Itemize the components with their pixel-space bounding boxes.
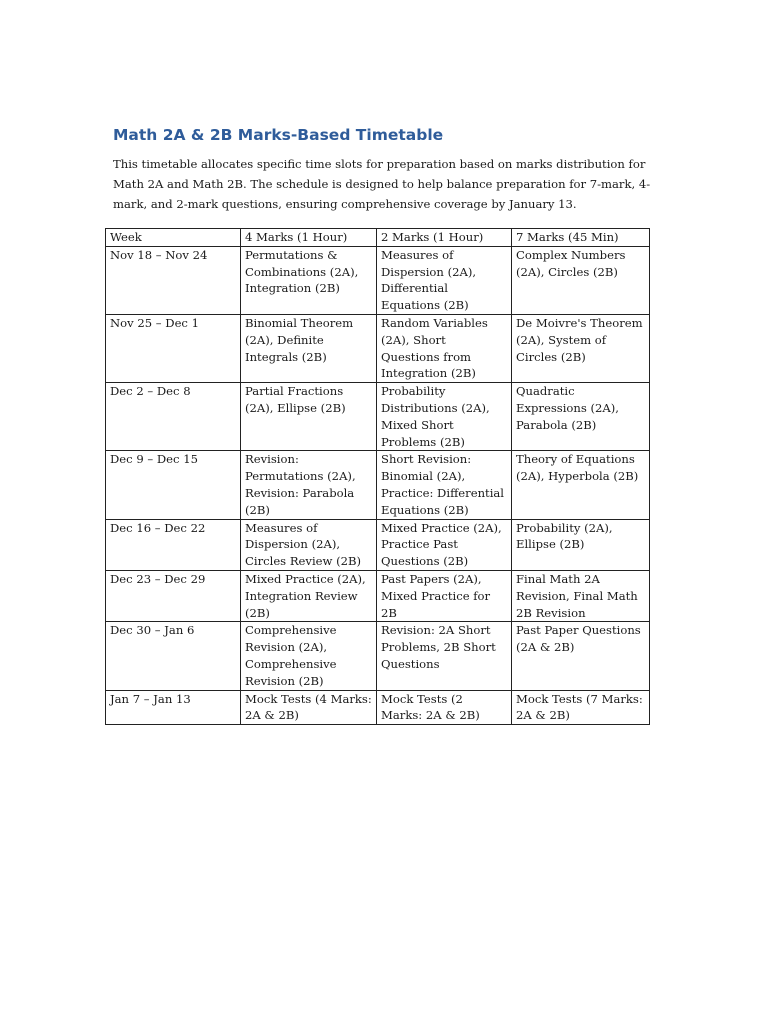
seven-marks-cell: Final Math 2A Revision, Final Math 2B Revision: [512, 570, 650, 621]
timetable-table: [105, 228, 650, 725]
table-row: [106, 690, 650, 725]
two-marks-cell: Past Papers (2A), Mixed Practice for 2B: [377, 570, 512, 621]
seven-marks-cell: De Moivre's Theorem (2A), System of Circles (2B): [512, 314, 650, 382]
week-cell: Dec 30 – Jan 6: [106, 622, 241, 690]
four-marks-cell: Partial Fractions (2A), Ellipse (2B): [241, 383, 377, 451]
four-marks-cell: Permutations & Combinations (2A), Integration (2B): [241, 246, 377, 314]
two-marks-cell: Mock Tests (2 Marks: 2A & 2B): [377, 690, 512, 725]
header-week: Week: [106, 229, 241, 247]
table-row: [106, 246, 650, 314]
two-marks-cell: Mixed Practice (2A), Practice Past Questions (2B): [377, 519, 512, 570]
seven-marks-cell: Theory of Equations (2A), Hyperbola (2B): [512, 451, 650, 519]
week-cell: Nov 25 – Dec 1: [106, 314, 241, 382]
seven-marks-cell: Mock Tests (7 Marks: 2A & 2B): [512, 690, 650, 725]
two-marks-cell: Measures of Dispersion (2A), Differential Equations (2B): [377, 246, 512, 314]
four-marks-cell: Mixed Practice (2A), Integration Review (2B): [241, 570, 377, 621]
four-marks-cell: Revision: Permutations (2A), Revision: Parabola (2B): [241, 451, 377, 519]
header-4-marks: 4 Marks (1 Hour): [241, 229, 377, 247]
two-marks-cell: Short Revision: Binomial (2A), Practice: Differential Equations (2B): [377, 451, 512, 519]
table-row: [106, 622, 650, 690]
week-cell: Dec 2 – Dec 8: [106, 383, 241, 451]
document-page: [110, 124, 658, 725]
four-marks-cell: Binomial Theorem (2A), Definite Integrals (2B): [241, 314, 377, 382]
table-row: [106, 314, 650, 382]
week-cell: Nov 18 – Nov 24: [106, 246, 241, 314]
table-row: [106, 519, 650, 570]
header-2-marks: 2 Marks (1 Hour): [377, 229, 512, 247]
week-cell: Dec 16 – Dec 22: [106, 519, 241, 570]
header-7-marks: 7 Marks (45 Min): [512, 229, 650, 247]
seven-marks-cell: Quadratic Expressions (2A), Parabola (2B): [512, 383, 650, 451]
four-marks-cell: Mock Tests (4 Marks: 2A & 2B): [241, 690, 377, 725]
two-marks-cell: Revision: 2A Short Problems, 2B Short Questions: [377, 622, 512, 690]
document-title: Math 2A & 2B Marks-Based Timetable: [113, 126, 444, 144]
four-marks-cell: Comprehensive Revision (2A), Comprehensive Revision (2B): [241, 622, 377, 690]
intro-paragraph: This timetable allocates specific time slots for preparation based on marks distribution for Math 2A and Math 2B. The schedule is designed to help balance preparation for 7-mark, 4-mark, and 2-mark questions, ensuring comprehensive coverage by January 13.: [113, 157, 651, 211]
seven-marks-cell: Complex Numbers (2A), Circles (2B): [512, 246, 650, 314]
two-marks-cell: Probability Distributions (2A), Mixed Short Problems (2B): [377, 383, 512, 451]
seven-marks-cell: Past Paper Questions (2A & 2B): [512, 622, 650, 690]
two-marks-cell: Random Variables (2A), Short Questions from Integration (2B): [377, 314, 512, 382]
four-marks-cell: Measures of Dispersion (2A), Circles Review (2B): [241, 519, 377, 570]
table-row: [106, 451, 650, 519]
table-row: [106, 570, 650, 621]
table-row: [106, 383, 650, 451]
week-cell: Jan 7 – Jan 13: [106, 690, 241, 725]
week-cell: Dec 9 – Dec 15: [106, 451, 241, 519]
week-cell: Dec 23 – Dec 29: [106, 570, 241, 621]
table-header-row: [106, 229, 650, 247]
seven-marks-cell: Probability (2A), Ellipse (2B): [512, 519, 650, 570]
